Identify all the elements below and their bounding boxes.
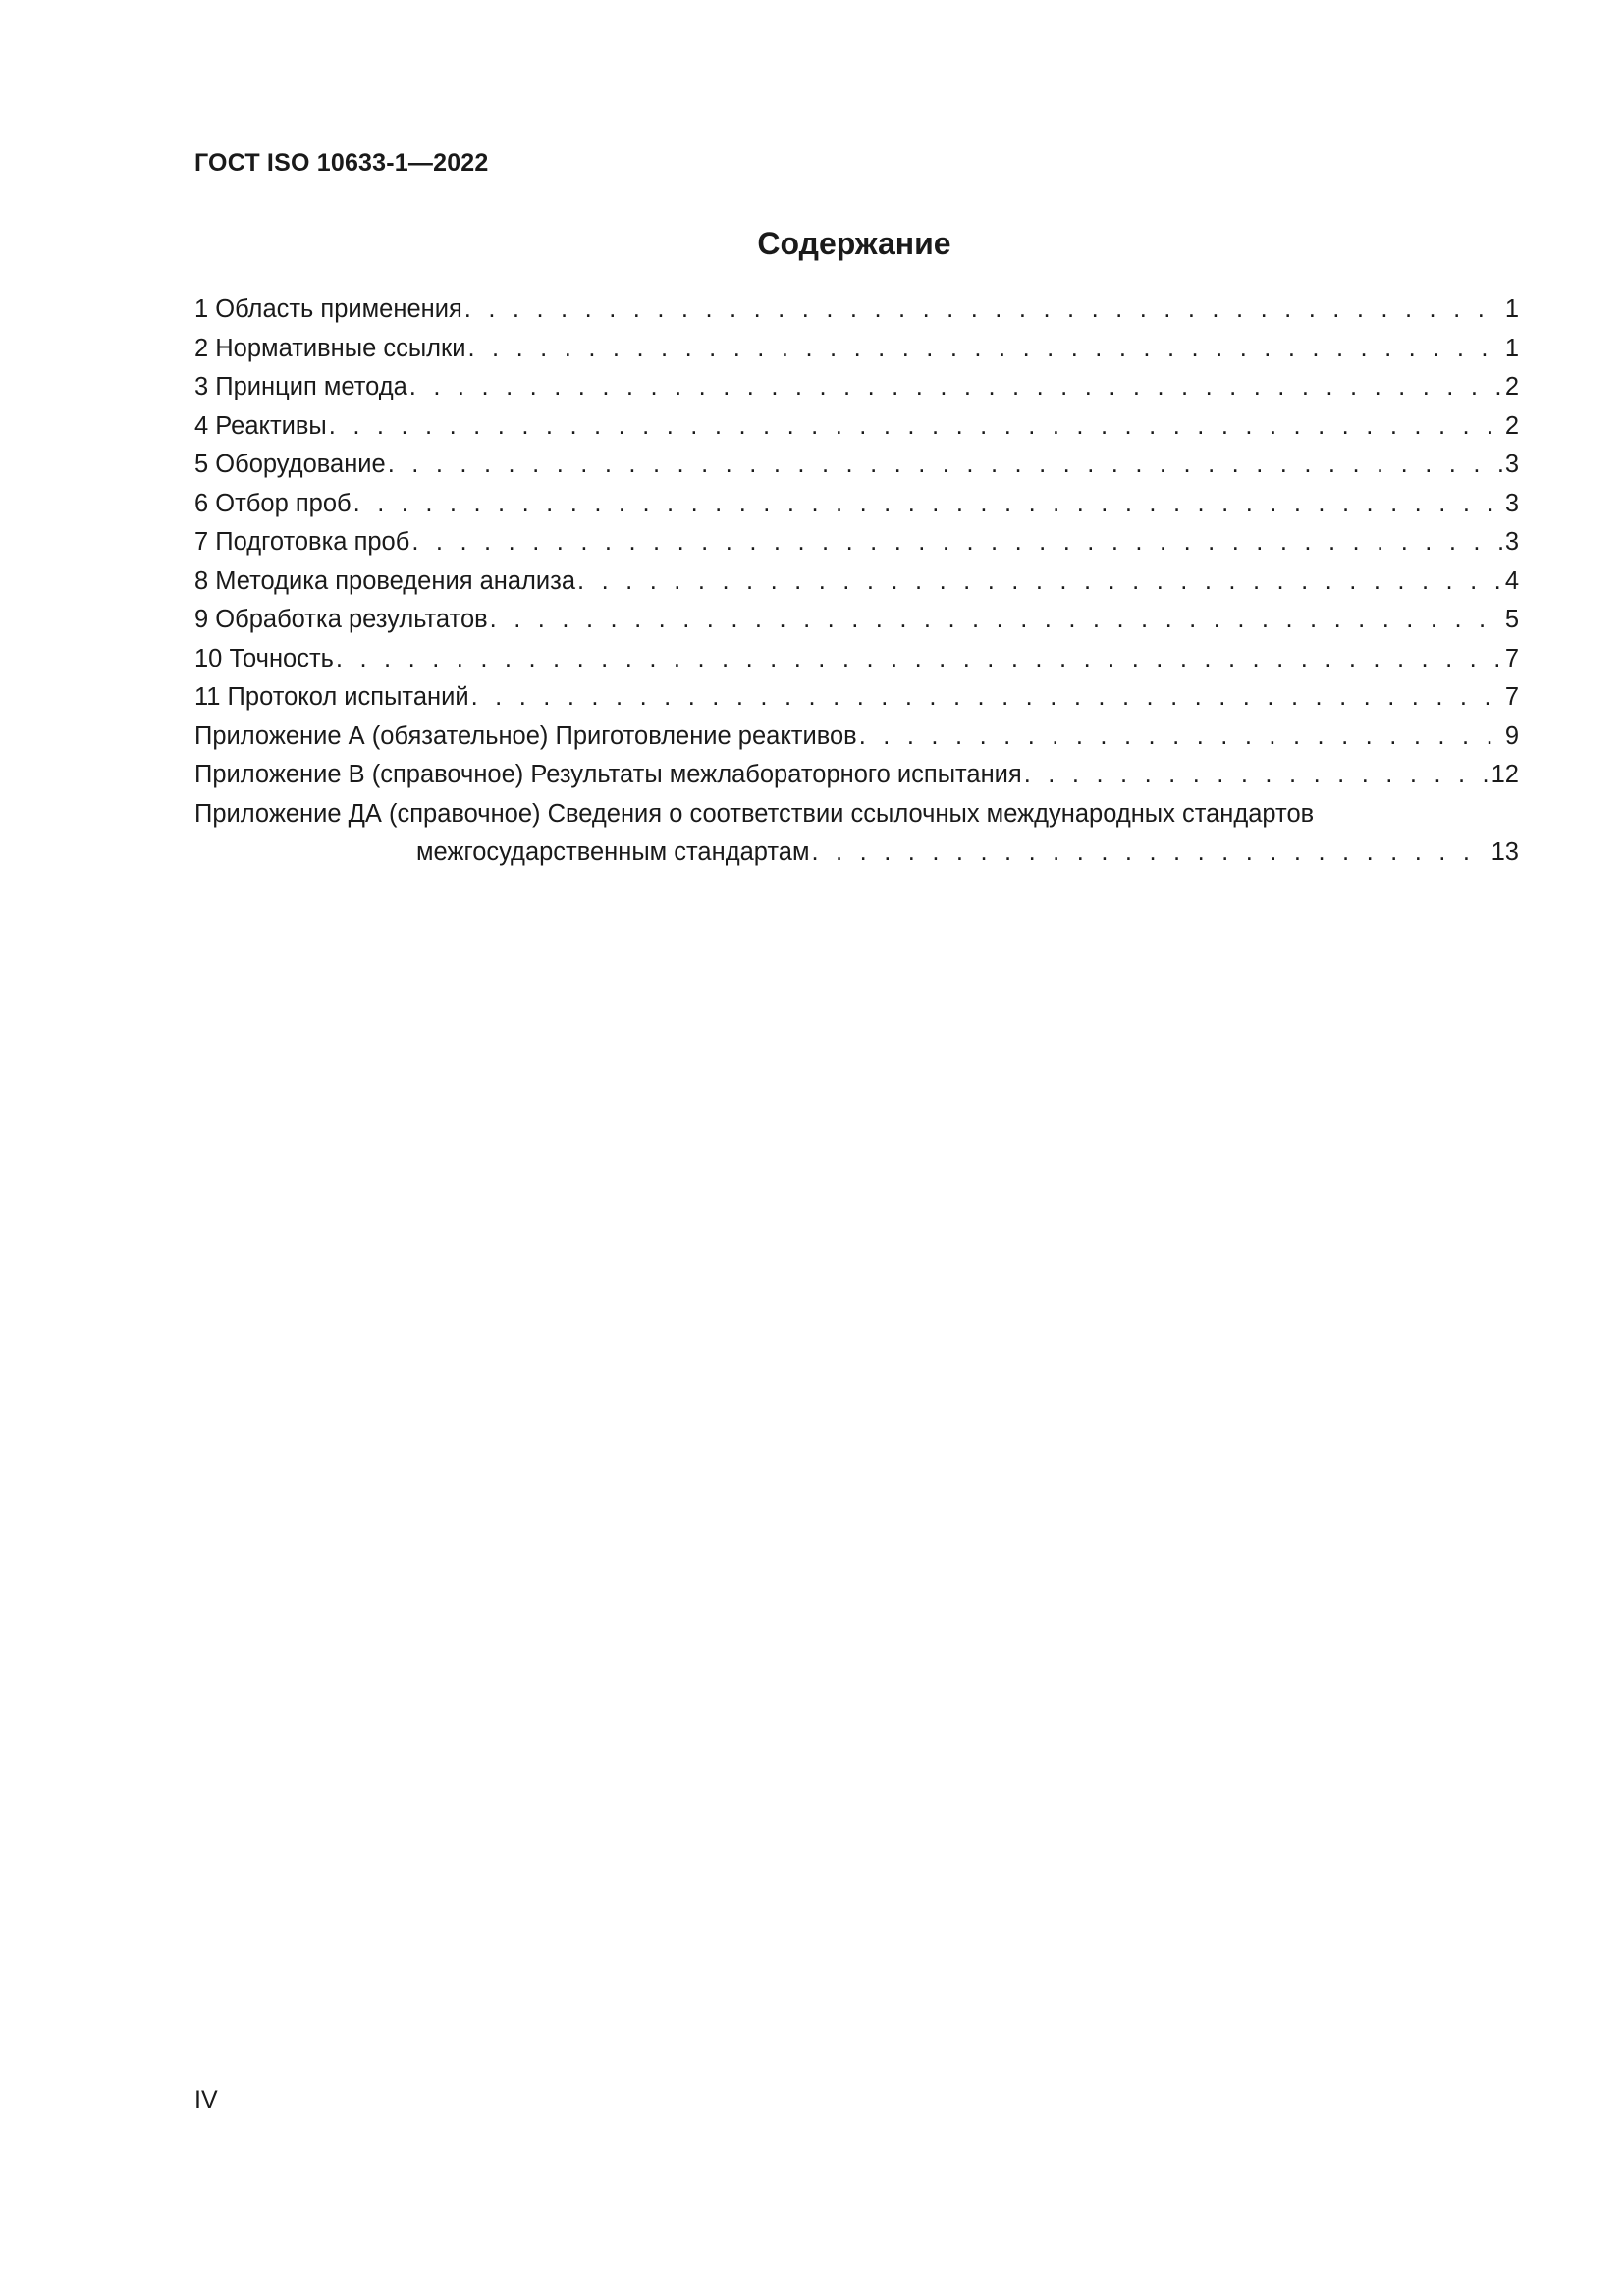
toc-entry-page: 3 (1504, 451, 1519, 478)
toc-entry-page: 1 (1504, 295, 1519, 323)
toc-entry-6[interactable] (194, 485, 1519, 524)
toc-entry-page: 4 (1504, 566, 1519, 595)
toc-entry-9[interactable] (194, 601, 1519, 640)
toc-entry-4[interactable] (194, 407, 1519, 447)
toc-entry-annex-da-continuation[interactable] (194, 833, 1519, 873)
toc-entry-5[interactable] (194, 446, 1519, 485)
toc-entry-text: 6 Отбор проб (194, 489, 352, 517)
toc-leader-dots (1024, 756, 1489, 795)
toc-leader-dots (490, 601, 1503, 640)
toc-entry-1[interactable] (194, 291, 1519, 330)
toc-entry-11[interactable] (194, 678, 1519, 718)
toc-leader-dots (388, 446, 1503, 485)
toc-entry-text: Приложение А (обязательное) Приготовление реактивов (194, 721, 857, 750)
toc-entry-page: 7 (1504, 683, 1519, 711)
toc-leader-dots (577, 562, 1503, 602)
toc-entry-2[interactable] (194, 330, 1519, 369)
toc-entry-annex-b[interactable] (194, 756, 1519, 795)
toc-entry-text: 9 Обработка результатов (194, 606, 488, 633)
toc-entry-text: 8 Методика проведения анализа (194, 566, 576, 595)
toc-entry-text: 11 Протокол испытаний (194, 683, 469, 711)
toc-entry-page: 7 (1504, 644, 1519, 672)
toc-entry-page: 3 (1504, 528, 1519, 556)
toc-title: Содержание (757, 226, 951, 261)
toc-entry-text-continuation: межгосударственным стандартам (416, 838, 810, 866)
toc-entry-10[interactable] (194, 640, 1519, 679)
toc-entry-7[interactable] (194, 523, 1519, 562)
toc-entry-text: Приложение В (справочное) Результаты межлабораторного испытания (194, 761, 1022, 788)
toc-entry-page: 5 (1504, 606, 1519, 633)
toc-leader-dots (467, 330, 1502, 369)
toc-leader-dots (464, 291, 1503, 330)
toc-leader-dots (353, 485, 1503, 524)
toc-entry-text: 4 Реактивы (194, 411, 327, 440)
toc-entry-text: 3 Принцип метода (194, 373, 407, 400)
toc-entry-text: 7 Подготовка проб (194, 528, 410, 556)
document-code: ГОСТ ISO 10633-1—2022 (194, 149, 489, 177)
toc-entry-text: 1 Область применения (194, 295, 462, 323)
toc-entry-text: 5 Оборудование (194, 451, 386, 478)
toc-entry-text: 10 Точность (194, 644, 334, 672)
toc-entry-3[interactable] (194, 368, 1519, 407)
toc-entry-page: 2 (1504, 411, 1519, 440)
toc-leader-dots (811, 833, 1489, 873)
toc-leader-dots (336, 640, 1503, 679)
toc-leader-dots (411, 523, 1502, 562)
toc-entry-page: 2 (1504, 373, 1519, 400)
toc-entry-annex-da[interactable] (194, 795, 1519, 834)
toc-entry-text: Приложение ДА (справочное) Сведения о соответствии ссылочных международных стандартов (194, 799, 1315, 828)
toc-entry-page: 12 (1490, 761, 1519, 788)
toc-leader-dots (471, 678, 1503, 718)
toc-leader-dots (409, 368, 1503, 407)
toc-entry-8[interactable] (194, 562, 1519, 602)
page-number: IV (194, 2086, 218, 2113)
toc-entry-annex-a[interactable] (194, 718, 1519, 757)
table-of-contents (194, 291, 1519, 873)
toc-entry-page: 3 (1504, 489, 1519, 517)
toc-leader-dots (329, 407, 1503, 447)
toc-entry-page: 9 (1504, 721, 1519, 750)
toc-entry-text: 2 Нормативные ссылки (194, 334, 466, 362)
toc-leader-dots (859, 718, 1503, 757)
toc-entry-page: 1 (1504, 334, 1519, 362)
toc-entry-page: 13 (1490, 838, 1519, 866)
